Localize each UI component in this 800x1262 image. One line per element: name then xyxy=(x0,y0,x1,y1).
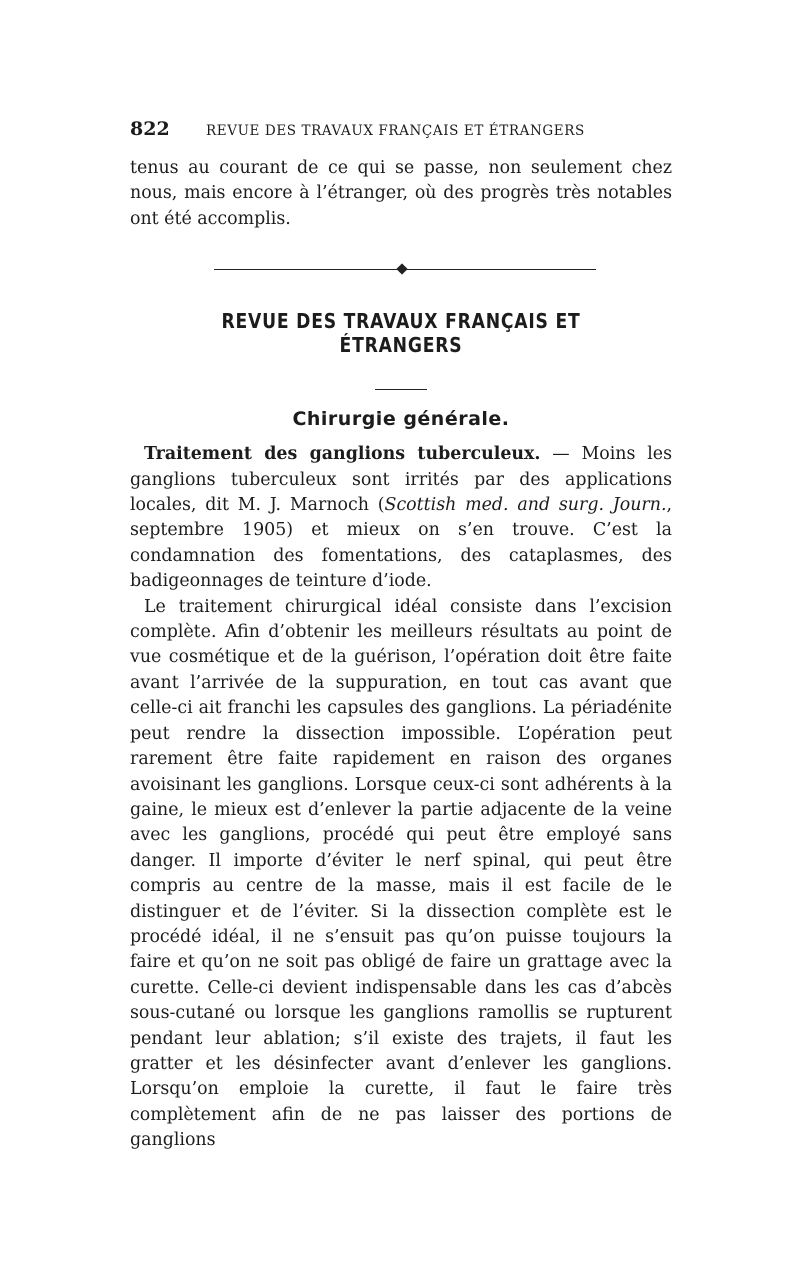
running-title: REVUE DES TRAVAUX FRANÇAIS ET ÉTRANGERS xyxy=(206,123,585,139)
ornamental-divider xyxy=(130,254,672,284)
subsection-title: Chirurgie générale. xyxy=(292,408,510,431)
running-header xyxy=(130,118,672,144)
article-paragraph-1 xyxy=(130,442,672,594)
article-paragraph-2: Le traitement chirurgical idéal consiste dans l’excision complète. Afin d’obtenir les meilleurs résultats au point de vue cosmétique et de la guérison, l’opération doit être faite avant l’arrivée de la suppuration, en tout cas avant que celle-ci ait franchi les capsules des ganglions. La périadénite peut rendre la dissection impossible. L’opération peut rarement être faite rapidement en raison des organes avoisinant les ganglions. Lorsque ceux-ci sont adhérents à la gaine, le mieux est d’enlever la partie adjacente de la veine avec les ganglions, procédé qui peut être employé sans danger. Il importe d’éviter le nerf spinal, qui peut être compris au centre de la masse, mais il est facile de le distinguer et de l’éviter. Si la dissection complète est le procédé idéal, il ne s’ensuit pas qu’on puisse toujours la faire et qu’on ne soit pas obligé de faire un grattage avec la curette. Celle-ci devient indispensable dans les cas d’abcès sous-cutané ou lorsque les ganglions ramollis se rupturent pendant leur ablation; s’il existe des trajets, il faut les gratter et les désinfecter avant d’enlever les ganglions. Lorsqu’on emploie la curette, il faut le faire très complètement afin de ne pas laisser des portions de ganglions xyxy=(130,596,672,1151)
document-page xyxy=(130,118,672,1154)
diamond-ornament-icon xyxy=(396,264,407,275)
article-lead-title: Traitement des ganglions tuberculeux. xyxy=(144,444,541,465)
short-divider xyxy=(375,389,427,390)
intro-paragraph: tenus au courant de ce qui se passe, non seulement chez nous, mais encore à l’étranger, où des progrès très notables ont été accomplis. xyxy=(130,158,672,229)
journal-citation: Scottish med. and surg. Journ. xyxy=(384,495,667,516)
paragraph-1-text-b: , septembre 1905) et mieux on s’en trouve. C’est la condamnation des fomentations, des cataplasmes, des badigeonnages de teinture d’iode. xyxy=(130,495,672,592)
paragraph-1-text-a: — Moins les ganglions tuberculeux sont irrités par des applications locales, dit M. J. Marnoch ( xyxy=(130,444,672,516)
section-title: REVUE DES TRAVAUX FRANÇAIS ET ÉTRANGERS xyxy=(221,309,581,358)
page-number: 822 xyxy=(130,118,170,140)
